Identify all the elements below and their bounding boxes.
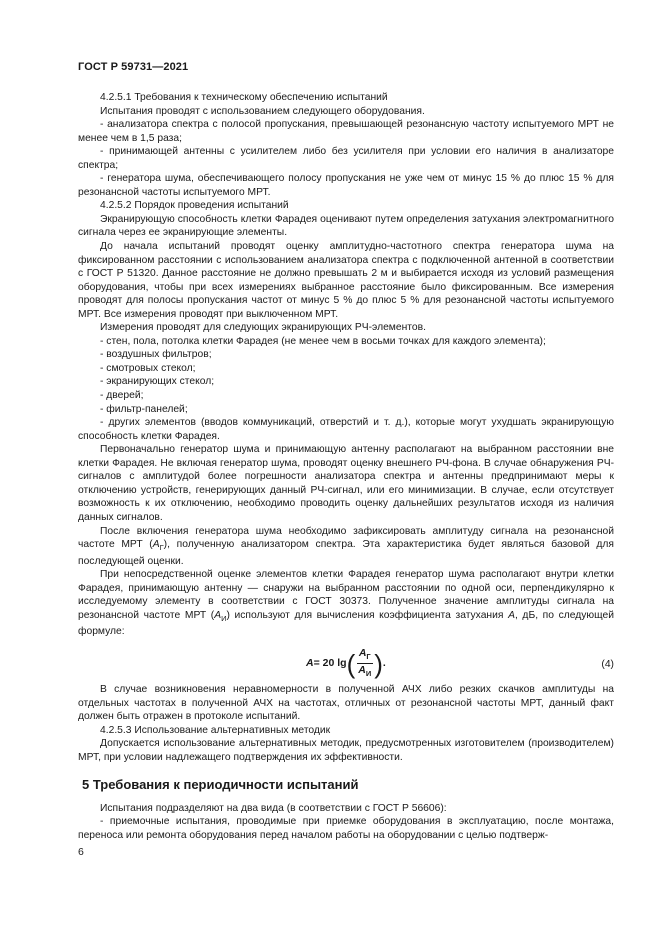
list-item: - принимающей антенны с усилителем либо без усилителя при условии его наличия в анализаторе спектра; (78, 146, 614, 171)
list-item: - приемочные испытания, проводимые при приемке оборудования в эксплуатацию, после монтажа, переноса или ремонта оборудования перед началом работы на оборудовании с целью подтверж- (78, 816, 614, 841)
paragraph: Испытания подразделяют на два вида (в соответствии с ГОСТ Р 56606): (100, 802, 447, 814)
list-item: - экранирующих стекол; (100, 376, 215, 388)
paragraph: До начала испытаний проводят оценку амплитудно-частотного спектра генератора шума на фиксированном расстоянии с использованием анализатора спектра с подключенной антенной в соответствии с ГОСТ Р 51320. Данное расстояние не должно превышать 2 м и выбирается исходя из условий размещения оборудования, чтобы при всех измерениях выбранное расстояние было фиксированным. Все измерения проводят для полосы пропускания частот от минус 5 % до плюс 5 % для резонансной частоты испытуемого МРТ. Все измерения проводят при выключенном МРТ. (78, 241, 614, 320)
list-item: - генератора шума, обеспечивающего полосу пропускания не уже чем от минус 15 % до плюс 15 % для резонансной частоты испытуемого МРТ. (78, 173, 614, 198)
page-content (78, 91, 614, 842)
formula-expression: A = 20 lg ( $\frac{A_Г}{A_И}$ ) . (306, 646, 386, 679)
paragraph: Экранирующую способность клетки Фарадея оценивают путем определения затухания электромагнитного сигнала через ее экранирующие элементы. (78, 213, 614, 239)
formula-fraction: $\frac{A_Г}{A_И}$ (358, 646, 372, 679)
page-number: 6 (78, 846, 84, 858)
section-5-title: 5 Требования к периодичности испытаний (82, 777, 359, 793)
subclause-heading-4-2-5-2: 4.2.5.2 Порядок проведения испытаний (100, 200, 289, 212)
paragraph: Допускается использование альтернативных методик, предусмотренных изготовителем (производителем) МРТ, при условии надлежащего подтверждения их эффективности. (78, 738, 614, 763)
paragraph: Первоначально генератор шума и принимающую антенну располагают на выбранном расстоянии вне клетки Фарадея. Не включая генератор шума, проводят оценку внешнего РЧ-фона. В случае обнаружения РЧ-сигналов с амплитудой более погрешности анализатора спектра и антенны предпринимают меры к отключению устройств, генерирующих данный РЧ-сигнал, или его минимизации. В случае, если отсутствует возможность к их отключению, необходимо проводить оценку дальнейших результатов исходя из наличия данных сигналов. (78, 444, 614, 523)
list-item: - других элементов (вводов коммуникаций, отверстий и т. д.), которые могут ухудшать экранирующую способность клетки Фарадея. (78, 417, 614, 442)
formula-number: (4) (601, 658, 614, 670)
subclause-heading-4-2-5-1: 4.2.5.1 Требования к техническому обеспечению испытаний (100, 92, 388, 103)
paragraph: Испытания проводят с использованием следующего оборудования. (100, 105, 425, 117)
list-item: - стен, пола, потолка клетки Фарадея (не менее чем в восьми точках для каждого элемента); (100, 335, 546, 347)
list-item: - смотровых стекол; (100, 362, 196, 374)
subclause-heading-4-2-5-3: 4.2.5.3 Использование альтернативных методик (100, 724, 331, 736)
document-code: ГОСТ Р 59731—2021 (78, 61, 189, 73)
paragraph: Измерения проводят для следующих экранирующих РЧ-элементов. (100, 322, 426, 334)
paragraph: В случае возникновения неравномерности в полученной АЧХ либо резких скачков амплитуды на отдельных частотах в полученной АЧХ на частотах, отличных от резонансной частоты МРТ, данный факт должен быть отражен в протоколе испытаний. (78, 683, 614, 723)
paragraph: После включения генератора шума необходимо зафиксировать амплитуду сигнала на резонансной частоте МРТ $(A_Г)$, полученную анализатором спектра. Эта характеристика будет являться базовой для последующей оценки. (78, 525, 614, 567)
attenuation-formula (78, 639, 614, 683)
paragraph: При непосредственной оценке элементов клетки Фарадея генератор шума располагают внутри клетки Фарадея, принимающую антенну — снаружи на выбранном расстоянии по одной оси, перпендикулярно к исследуемому элементу в соответствии с ГОСТ 30373. Полученное значение амплитуды сигнала на резонансной частоте МРТ $(A_И)$ используют для вычисления коэффициента затухания A, дБ, по следующей формуле: (78, 569, 614, 638)
list-item: - дверей; (100, 390, 144, 402)
list-item: - воздушных фильтров; (100, 349, 212, 361)
list-item: - фильтр-панелей; (100, 403, 188, 415)
list-item: - анализатора спектра с полосой пропускания, превышающей резонансную частоту испытуемого МРТ не менее чем в 1,5 раза; (78, 119, 614, 144)
